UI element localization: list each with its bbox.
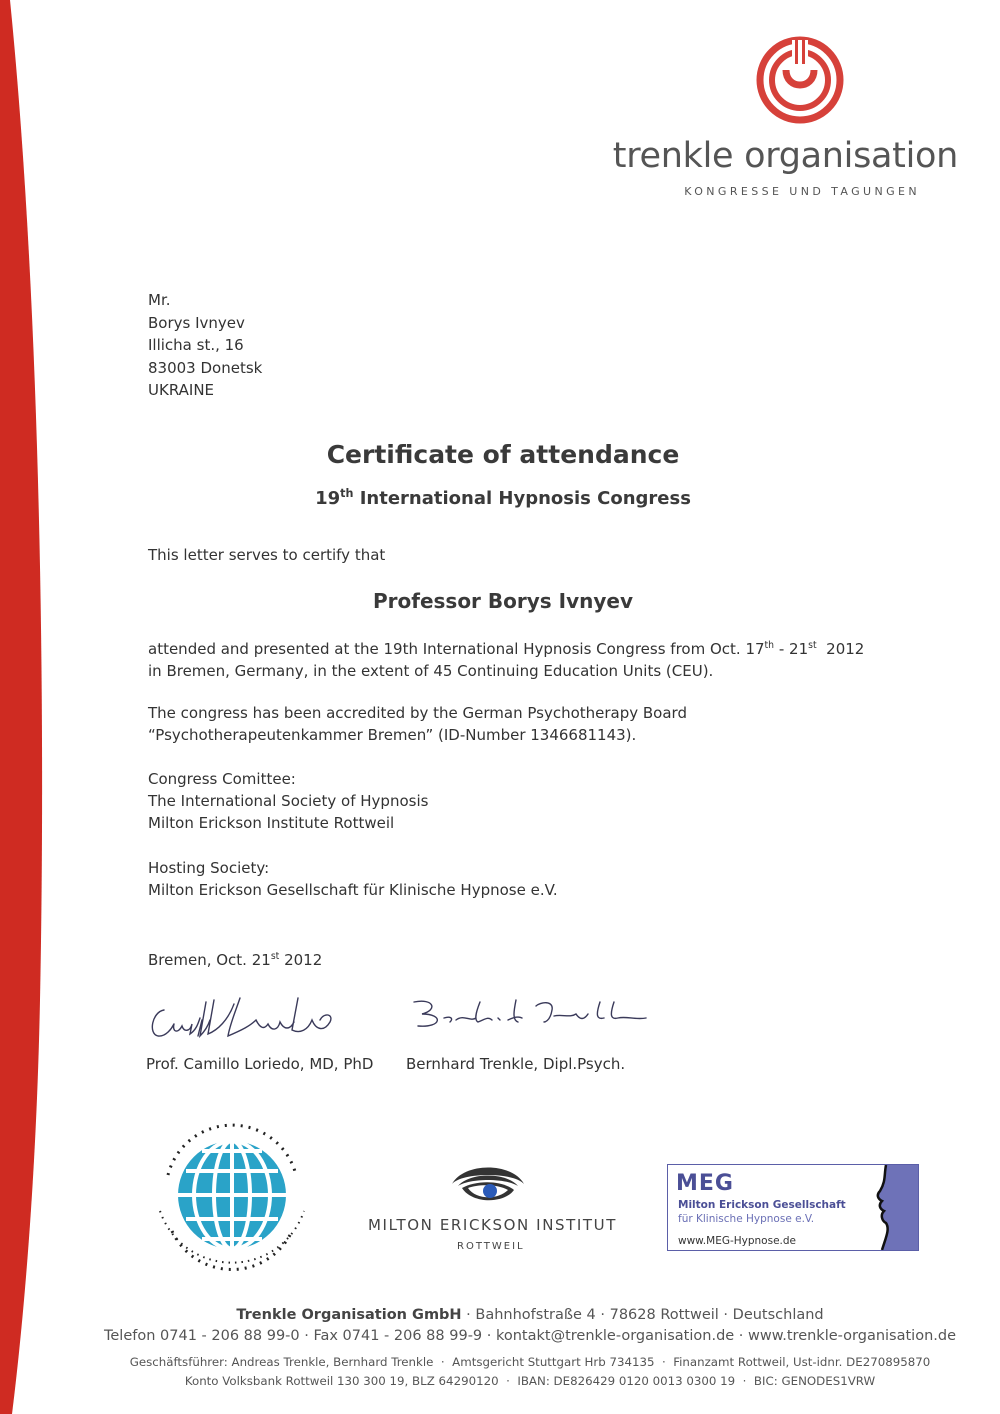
mei-eye-logo-icon: [448, 1158, 528, 1206]
footer-address: · Bahnhofstraße 4 · 78628 Rottweil · Deutschland: [461, 1307, 824, 1323]
issue-date-sup: st: [270, 951, 280, 962]
attendance-paragraph: [148, 635, 864, 682]
attendance-sup-1: th: [764, 640, 775, 651]
footer-bank: Konto Volksbank Rottweil 130 300 19, BLZ 64290120 · IBAN: DE826429 0120 0013 0300 19 · BIC: GENODES1VRW: [184, 1374, 876, 1388]
mei-city: ROTTWEIL: [457, 1241, 525, 1252]
address-city: 83003 Donetsk: [148, 358, 263, 377]
ish-globe-logo-icon: [150, 1115, 315, 1280]
attendance-text-a: attended and presented at the 19th International Hypnosis Congress from Oct. 17: [148, 640, 765, 658]
committee-member-1: The International Society of Hypnosis: [148, 792, 429, 810]
certify-intro: This letter serves to certify that: [148, 546, 386, 564]
certificate-title: Certificate of attendance: [326, 440, 680, 469]
accreditation-paragraph: [148, 702, 687, 746]
address-name: Borys Ivnyev: [148, 313, 245, 332]
committee-member-2: Milton Erickson Institute Rottweil: [148, 814, 395, 832]
address-salutation: Mr.: [148, 291, 171, 309]
hosting-society: Milton Erickson Gesellschaft für Klinische Hypnose e.V.: [148, 881, 558, 899]
hosting-label: Hosting Society:: [148, 859, 270, 877]
signatory-loriedo: Prof. Camillo Loriedo, MD, PhD: [146, 1055, 374, 1073]
footer-company-line: [0, 1307, 1000, 1323]
congress-ordinal-suffix: th: [340, 487, 354, 500]
accreditation-line-2: “Psychotherapeutenkammer Bremen” (ID-Number 1346681143).: [148, 726, 637, 744]
footer-contact: Telefon 0741 - 206 88 99-0 · Fax 0741 - 206 88 99-9 · kontakt@trenkle-organisation.de · www.trenkle-organisation.de: [103, 1328, 956, 1344]
red-side-band: [0, 0, 58, 1414]
meg-url: www.MEG-Hypnose.de: [678, 1235, 797, 1247]
footer-company: Trenkle Organisation GmbH: [236, 1307, 462, 1323]
meg-logo-box: [667, 1164, 919, 1251]
congress-ordinal: 19: [315, 488, 341, 509]
attendance-text-c: 2012: [816, 640, 865, 658]
attendance-line-2: in Bremen, Germany, in the extent of 45 Continuing Education Units (CEU).: [148, 662, 714, 680]
issue-date-year: 2012: [279, 951, 323, 969]
attendance-text-b: - 21: [774, 640, 809, 658]
meg-line-2: für Klinische Hypnose e.V.: [678, 1213, 815, 1225]
mei-name: MILTON ERICKSON INSTITUT: [368, 1216, 618, 1234]
recipient-name: Professor Borys Ivnyev: [372, 589, 633, 613]
signatory-trenkle: Bernhard Trenkle, Dipl.Psych.: [406, 1055, 626, 1073]
address-street: Illicha st., 16: [148, 336, 244, 354]
congress-title: [0, 487, 1000, 509]
issue-date: [148, 946, 322, 971]
meg-abbr: MEG: [676, 1171, 734, 1196]
trenkle-ring-logo-icon: [756, 36, 844, 124]
issue-date-text: Bremen, Oct. 21: [148, 951, 271, 969]
brand-name: trenkle organisation: [612, 136, 958, 176]
meg-profile-icon: [856, 1165, 918, 1250]
meg-line-1: Milton Erickson Gesellschaft: [678, 1199, 846, 1211]
congress-name: International Hypnosis Congress: [359, 488, 691, 509]
signature-loriedo: [144, 990, 344, 1048]
committee-label: Congress Comittee:: [148, 770, 296, 788]
footer-legal: Geschäftsführer: Andreas Trenkle, Bernhard Trenkle · Amtsgericht Stuttgart Hrb 734135 · Finanzamt Rottweil, Ust-idnr. DE270895870: [129, 1355, 931, 1369]
hosting-paragraph: [148, 857, 558, 901]
attendance-line-1: [148, 635, 864, 660]
brand-subtitle: KONGRESSE UND TAGUNGEN: [684, 185, 920, 198]
address-country: UKRAINE: [148, 381, 215, 399]
recipient-address: [148, 289, 262, 402]
signature-trenkle: [404, 992, 654, 1042]
attendance-sup-2: st: [808, 640, 817, 651]
committee-paragraph: [148, 768, 428, 834]
accreditation-line-1: The congress has been accredited by the German Psychotherapy Board: [148, 704, 687, 722]
